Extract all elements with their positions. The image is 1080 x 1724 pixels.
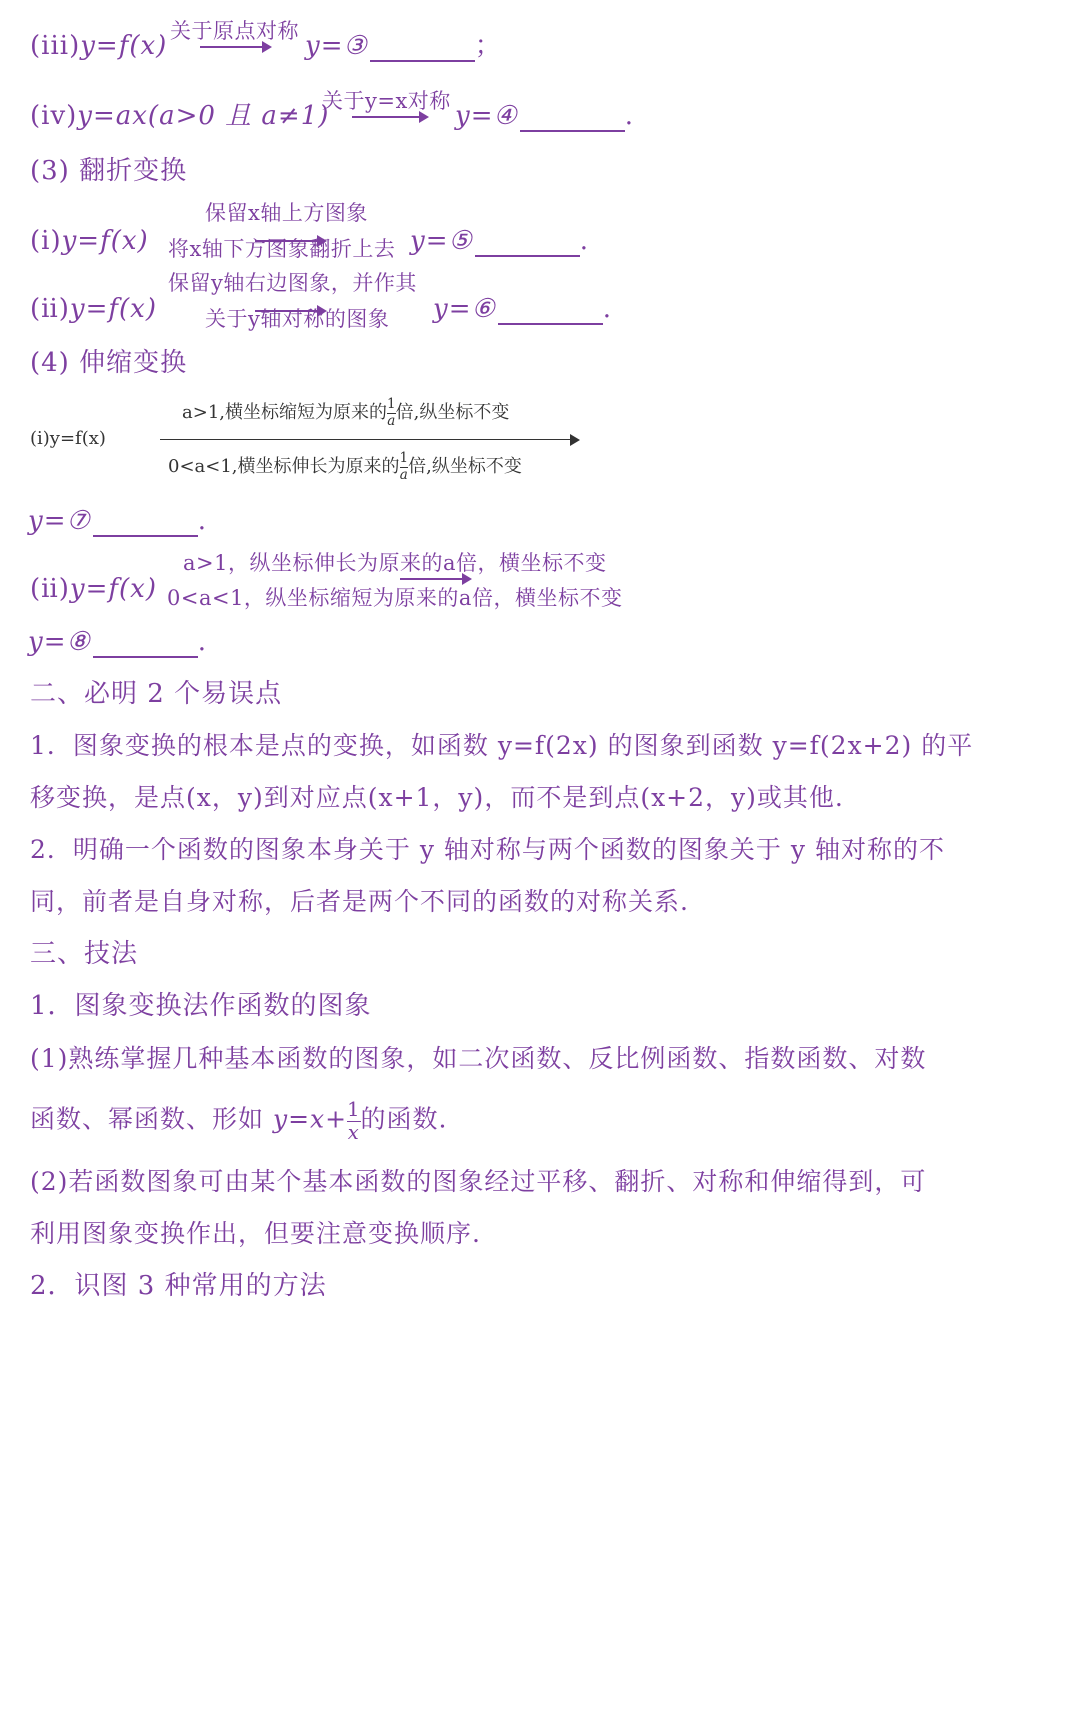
line-ii-fold bbox=[30, 293, 157, 325]
line-iv bbox=[30, 100, 329, 132]
line-ii-fold-lhs: y=f(x) bbox=[69, 294, 157, 324]
section-2-p1-line1: 1．图象变换的根本是点的变换，如函数 y=f(2x) 的图象到函数 y=f(2x+2) 的平 bbox=[30, 731, 974, 760]
section-3-sub-1-post: 的函数. bbox=[360, 1104, 448, 1134]
section-3-sub-1-num: 1 bbox=[347, 1098, 361, 1121]
section-2-p1-line2: 移变换，是点(x，y)到对应点(x+1，y)，而不是到点(x+2，y)或其他. bbox=[30, 783, 844, 812]
line-iii bbox=[30, 30, 167, 62]
line-i-fold-lhs: y=f(x) bbox=[61, 226, 149, 256]
section-2-p2-line2: 同，前者是自身对称，后者是两个不同的函数的对称关系. bbox=[30, 887, 689, 916]
section-2-title: 二、必明 2 个易误点 bbox=[30, 679, 283, 709]
stretch-i-below-num: 1 bbox=[399, 450, 409, 466]
stretch-i-below-a: 0<a<1,横坐标伸长为原来的 bbox=[168, 456, 400, 477]
line-i-fold-prefix: (ⅰ) bbox=[30, 226, 62, 256]
heading-4: (4) 伸缩变换 bbox=[30, 348, 188, 378]
section-3-title: 三、技法 bbox=[30, 939, 139, 969]
answer-blank-4[interactable] bbox=[520, 104, 625, 132]
line-ii-fold-rhs: y=⑥ bbox=[433, 294, 496, 324]
section-2-p2-line1: 2．明确一个函数的图象本身关于 y 轴对称与两个函数的图象关于 y 轴对称的不 bbox=[30, 835, 945, 864]
line-iii-prefix: (iii) bbox=[30, 31, 81, 61]
line-ii-fold-prefix: (ⅱ) bbox=[30, 294, 70, 324]
line-iii-lhs: y=f(x) bbox=[80, 31, 168, 61]
section-3-sub-1-math: y=x+ bbox=[272, 1104, 348, 1134]
line-i-fold-rhs: y=⑤ bbox=[410, 226, 473, 256]
section-3-sub-1-fraction bbox=[347, 1100, 360, 1142]
line-iv-prefix: (iv) bbox=[30, 101, 78, 131]
line-8-end: . bbox=[197, 627, 208, 657]
line-ii-fold-above: 保留y轴右边图象，并作其 bbox=[168, 271, 417, 295]
line-7-result bbox=[28, 505, 207, 537]
stretch-i-below-b: 倍,纵坐标不变 bbox=[408, 456, 522, 477]
line-i-fold-end: . bbox=[579, 226, 590, 256]
line-i-fold-result bbox=[410, 225, 589, 257]
line-ii-fold-result bbox=[433, 293, 612, 325]
line-iv-lhs: y=ax(a>0 且 a≠1) bbox=[77, 101, 330, 131]
line-7-rhs: y=⑦ bbox=[28, 506, 91, 536]
stretch-ii-lhs: y=f(x) bbox=[69, 574, 157, 604]
line-iv-end: . bbox=[624, 101, 635, 131]
answer-blank-3[interactable] bbox=[370, 34, 475, 62]
section-3-sub-1-den: x bbox=[347, 1120, 360, 1144]
answer-blank-7[interactable] bbox=[93, 509, 198, 537]
answer-blank-8[interactable] bbox=[93, 630, 198, 658]
answer-blank-6[interactable] bbox=[498, 297, 603, 325]
section-3-item-2: 2．识图 3 种常用的方法 bbox=[30, 1271, 327, 1301]
stretch-i-above bbox=[182, 398, 509, 428]
section-3-sub-1-line2 bbox=[30, 1100, 447, 1142]
section-3-sub-1-pre: 函数、幂函数、形如 bbox=[30, 1104, 265, 1134]
section-3-sub-2-line1: (2)若函数图象可由某个基本函数的图象经过平移、翻折、对称和伸缩得到，可 bbox=[30, 1167, 927, 1196]
line-7-end: . bbox=[197, 506, 208, 536]
stretch-i-above-a: a>1,横坐标缩短为原来的 bbox=[182, 402, 387, 423]
stretch-i-below bbox=[168, 452, 522, 482]
line-i-fold-above: 保留x轴上方图象 bbox=[205, 201, 368, 225]
line-iii-result bbox=[305, 30, 502, 62]
section-3-sub-2-line2: 利用图象变换作出，但要注意变换顺序. bbox=[30, 1219, 481, 1248]
line-iv-arrow-label: 关于y=x对称 bbox=[322, 89, 451, 113]
line-iii-arrow-label: 关于原点对称 bbox=[170, 19, 299, 43]
heading-3: (3) 翻折变换 bbox=[30, 156, 188, 186]
line-ii-fold-end: . bbox=[602, 294, 613, 324]
line-ii-fold-below: 关于y轴对称的图象 bbox=[205, 307, 390, 331]
line-i-fold bbox=[30, 225, 149, 257]
line-iii-end: ； bbox=[474, 31, 502, 61]
stretch-ii bbox=[30, 573, 157, 605]
line-8-result bbox=[28, 626, 207, 658]
stretch-i-prefix: (ⅰ)y=f(x) bbox=[30, 428, 106, 449]
line-iv-result bbox=[455, 100, 634, 132]
stretch-ii-above: a>1，纵坐标伸长为原来的a倍，横坐标不变 bbox=[183, 551, 607, 575]
stretch-i-above-den: a bbox=[387, 412, 396, 429]
stretch-i-below-fraction bbox=[400, 452, 409, 482]
stretch-ii-below: 0<a<1，纵坐标缩短为原来的a倍，横坐标不变 bbox=[167, 586, 623, 610]
answer-blank-5[interactable] bbox=[475, 229, 580, 257]
stretch-i-arrow bbox=[160, 439, 578, 440]
stretch-i-below-den: a bbox=[399, 466, 408, 483]
stretch-ii-prefix: (ⅱ) bbox=[30, 574, 70, 604]
line-iii-arrow bbox=[200, 46, 270, 48]
line-8-rhs: y=⑧ bbox=[28, 627, 91, 657]
stretch-ii-arrow bbox=[400, 578, 470, 580]
line-iv-rhs: y=④ bbox=[455, 101, 518, 131]
stretch-i-above-num: 1 bbox=[387, 396, 396, 412]
line-iii-rhs: y=③ bbox=[305, 31, 368, 61]
line-iv-arrow bbox=[352, 116, 427, 118]
line-i-fold-below: 将x轴下方图象翻折上去 bbox=[168, 237, 396, 261]
section-3-sub-1-line1: (1)熟练掌握几种基本函数的图象，如二次函数、反比例函数、指数函数、对数 bbox=[30, 1044, 927, 1073]
stretch-i-above-b: 倍,纵坐标不变 bbox=[395, 402, 510, 423]
section-3-item-1: 1．图象变换法作函数的图象 bbox=[30, 991, 372, 1021]
stretch-i-above-fraction bbox=[387, 398, 396, 428]
